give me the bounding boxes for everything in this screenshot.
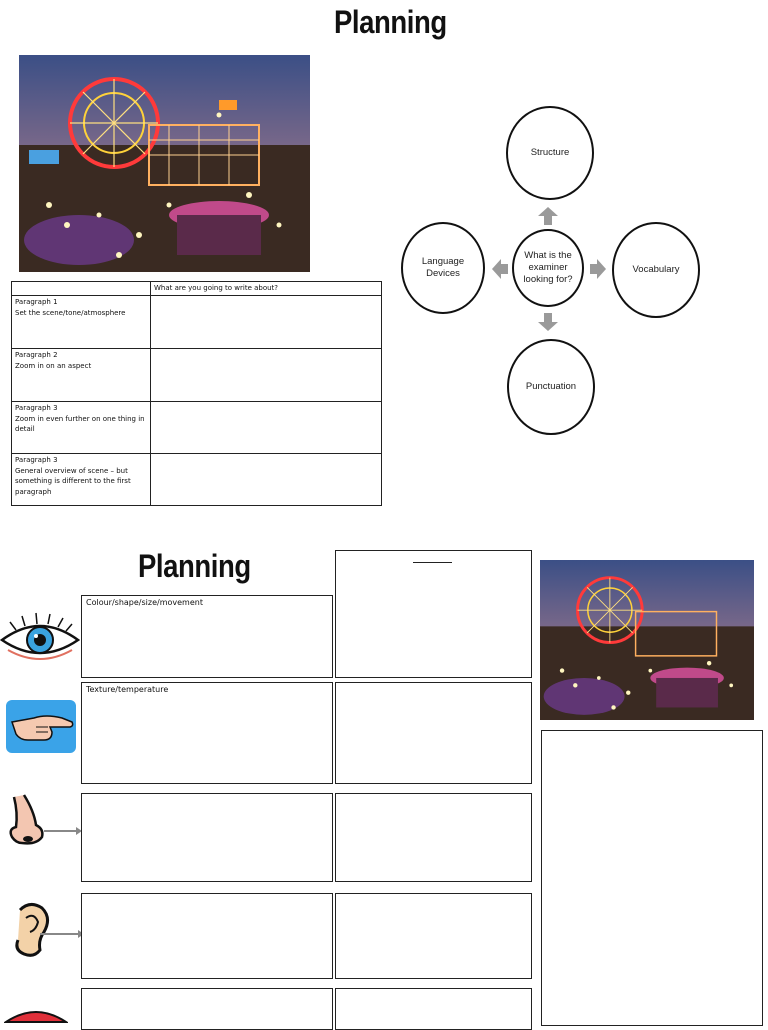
table-row <box>12 349 382 402</box>
arrow-right-icon <box>589 258 607 280</box>
touch-notes-box[interactable] <box>81 682 333 784</box>
mindmap-node-punctuation: Punctuation <box>507 339 595 435</box>
page-title-bottom: Planning <box>138 548 251 584</box>
mindmap-center-node: What is the examiner looking for? <box>512 229 584 307</box>
arrow-left-icon <box>491 258 509 280</box>
table-header-cell <box>12 282 151 296</box>
smell-extra-box[interactable] <box>335 793 532 882</box>
paragraph-answer-cell[interactable] <box>151 454 382 506</box>
paragraph-label: Paragraph 2 Zoom in on an aspect <box>12 349 151 402</box>
table-row <box>12 296 382 349</box>
sight-label: Colour/shape/size/movement <box>86 598 203 607</box>
paragraph-answer-cell[interactable] <box>151 296 382 349</box>
paragraph-plan-table <box>11 281 382 506</box>
page-title-top: Planning <box>334 4 447 40</box>
arrow-up-icon <box>537 206 559 226</box>
table-header-row <box>12 282 382 296</box>
general-notes-box[interactable] <box>541 730 763 1026</box>
nose-icon <box>6 793 82 849</box>
table-row <box>12 402 382 454</box>
funfair-photo <box>19 55 310 272</box>
eye-icon <box>0 610 80 666</box>
funfair-photo-small <box>540 560 754 720</box>
arrow-down-icon <box>537 312 559 332</box>
touch-label: Texture/temperature <box>86 685 169 694</box>
paragraph-label: Paragraph 3 Zoom in even further on one thing in detail <box>12 402 151 454</box>
paragraph-label: Paragraph 3 General overview of scene – but something is different to the first paragraph <box>12 454 151 506</box>
sight-notes-box[interactable] <box>81 595 333 678</box>
heading-underline <box>413 562 452 563</box>
sound-notes-box[interactable] <box>81 893 333 979</box>
paragraph-label: Paragraph 1 Set the scene/tone/atmosphere <box>12 296 151 349</box>
mouth-icon <box>4 1008 68 1024</box>
mindmap-node-structure: Structure <box>506 106 594 200</box>
mindmap-node-language-devices: Language Devices <box>401 222 485 314</box>
sight-extra-box[interactable] <box>335 550 532 678</box>
sound-extra-box[interactable] <box>335 893 532 979</box>
smell-notes-box[interactable] <box>81 793 333 882</box>
table-row <box>12 454 382 506</box>
paragraph-answer-cell[interactable] <box>151 402 382 454</box>
paragraph-answer-cell[interactable] <box>151 349 382 402</box>
mindmap-node-vocabulary: Vocabulary <box>612 222 700 318</box>
hand-pointing-icon <box>6 700 76 753</box>
touch-extra-box[interactable] <box>335 682 532 784</box>
ear-icon <box>8 900 84 960</box>
table-header-cell: What are you going to write about? <box>151 282 382 296</box>
